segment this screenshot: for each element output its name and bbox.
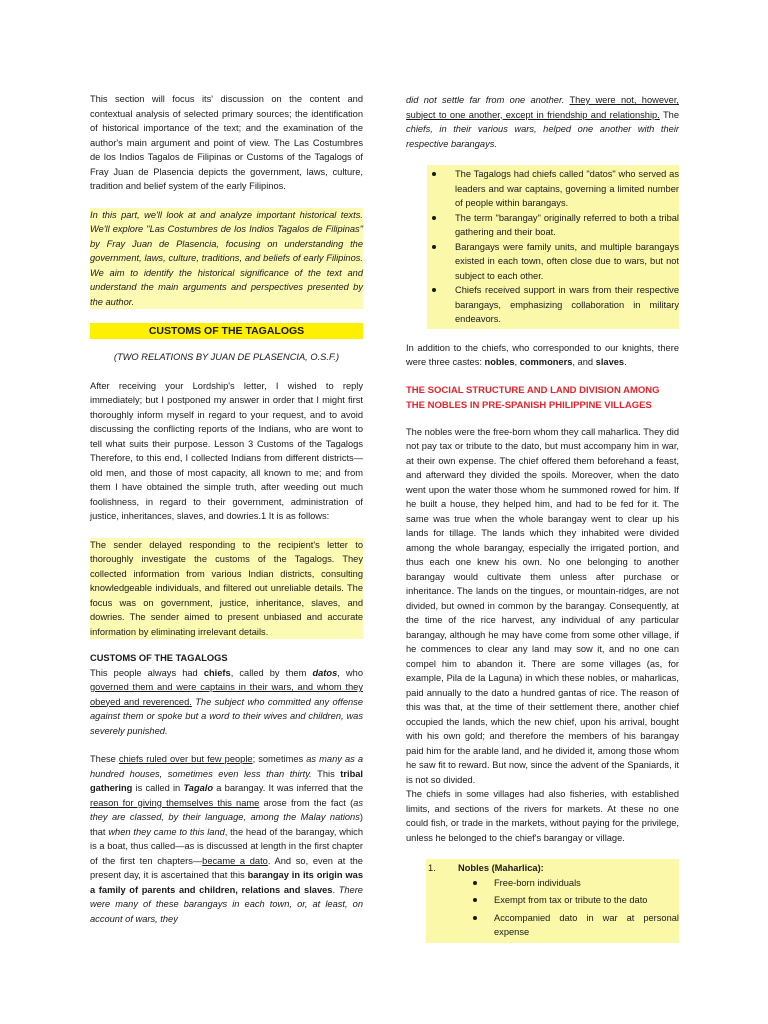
list-item: The term "barangay" originally referred to both a tribal gathering and their boat. [427,211,679,240]
nobles-paragraph: The nobles were the free-born whom they call maharlica. They did not pay tax or tribute to the dato, but must accompany him in war, at their own expense. The chief offered them beforehand a feast, and afterward they divided the spoils. Moreover, when the dato went upon the water those whom he summoned rowed for him. If he built a house, they helped him, and had to be fed for it. The same was true when the whole barangay went to clear up his lands for tillage. The lands which they inhabited were divided among the whole barangay, especially the irrigated portion, and thus each one knew his own. No one belonging to another barangay would cultivate them unless after purchase or inheritance. The lands on the tingues, or mountain-ridges, are not divided, but owned in common by the barangay. Consequently, at the time of the rice harvest, any individual of any particular barangay, although he may have come from some other village, if he commences to clear any land may sow it, and no one can compel him to abandon it. There are some villages (as, for example, Pila de la Laguna) in which these nobles, or maharlicas, paid annually to the dato a hundred gantas of rice. The reason of this was that, at the time of their settlement there, another chief occupied the lands, which the new chief, upon his arrival, bought with his own gold; and therefore the members of his barangay paid him for the arable land, and he divided it, among those whom he saw fit to reward. But now, since the advent of the Spaniards, it is not so divided. [406,426,679,785]
letter-paragraph: After receiving your Lordship's letter, I wished to reply immediately; but I postponed my answer in order that I might first thoroughly inform myself in regard to your request, and to avoid discussing the conflicting reports of the Indians, who are wont to tell what suits their purpose. Lesson 3 Customs of the Tagalogs Therefore, to this end, I collected Indians from different districts—old men, and those of most capacity, all known to me; and from them I have obtained the simple truth, after weeding out much foolishness, in regard to their government, administration of justice, inheritances, slaves, and dowries.1 It is as follows: [90,380,363,521]
fisheries-paragraph: The chiefs in some villages had also fisheries, with established limits, and sections of the rivers for markets. At these no one could fish, or trade in the markets, without paying for the privilege, unless he belonged to the chief's barangay or village. [406,789,679,843]
list-item: The Tagalogs had chiefs called "datos" who served as leaders and war captains, governing a limited number of people within barangays. [427,167,679,211]
nobles-sub-list [468,876,679,940]
right-column [406,93,679,943]
numbered-list-item [426,861,679,876]
list-title: Nobles (Maharlica): [458,863,544,873]
section-subtitle: (TWO RELATIONS BY JUAN DE PLASENCIA, O.S.F.) [113,352,340,362]
list-item: Exempt from tax or tribute to the dato [468,893,679,908]
customs-heading: CUSTOMS OF THE TAGALOGS [90,653,228,663]
nobles-summary-box [426,859,679,943]
summary-highlight-2: The sender delayed responding to the recipient's letter to thoroughly investigate the customs of the Tagalogs. They collected information from various Indian districts, consulting knowledgeable individuals, and filtered out unreliable details. The focus was on government, justice, inheritance, slaves, and dowries. The sender aimed to present unbiased and accurate information by eliminating irrelevant details. [90,538,363,640]
list-item: Accompanied dato in war at personal expense [468,911,679,940]
summary-bullet-list [427,167,679,327]
intro-paragraph: This section will focus its' discussion on the content and contextual analysis of selected primary sources; the identification of historical importance of the text; and the examination of the author's main argument and point of view. The Las Costumbres de los Indios Tagalos de Filipinas or Customs of the Tagalogs of Fray Juan de Plasencia depicts the government, laws, culture, tradition and belief system of the early Filipinos. [90,94,363,191]
barangay-paragraph: These chiefs ruled over but few people; sometimes as many as a hundred houses, sometimes even less than thirty. This tribal gathering is called in Tagalo a barangay. It was inferred that the reason for giving themselves this name arose from the fact (as they are classed, by their language, among the Malay nations) that when they came to this land, the head of the barangay, which is a boat, thus called—as is discussed at length in the first chapter of the first ten chapters—became a dato. And so, even at the present day, it is ascertained that this barangay in its origin was a family of parents and children, relations and slaves. There were many of these barangays in each town, or, at least, on account of wars, they [90,754,364,924]
summary-highlight-1: In this part, we'll look at and analyze important historical texts. We'll explore "Las Costumbres de los Indios Tagalos de Filipinas" by Fray Juan de Plasencia, focusing on understanding the government, laws, culture, traditions, and beliefs of early Filipinos. We aim to identify the historical significance of the text and understand the main arguments and perspectives presented by the author. [90,208,363,310]
section-title: CUSTOMS OF THE TAGALOGS [90,323,363,339]
list-item: Free-born individuals [468,876,679,891]
continued-paragraph: did not settle far from one another. They were not, however, subject to one another, except in friendship and relationship. The chiefs, in their various wars, helped one another with their respective barangays. [406,95,679,149]
red-section-heading: THE SOCIAL STRUCTURE AND LAND DIVISION AMONG THE NOBLES IN PRE-SPANISH PHILIPPINE VILLAGES [406,384,660,411]
castes-paragraph: In addition to the chiefs, who corresponded to our knights, there were three castes: nobles, commoners, and slaves. [406,342,679,367]
list-item: Chiefs received support in wars from their respective barangays, emphasizing collaboration in military endeavors. [427,283,679,327]
chiefs-paragraph: This people always had chiefs, called by them datos, who governed them and were captains in their wars, and whom they obeyed and reverenced. The subject who committed any offense against them or spoke but a word to their wives and children, was severely punished. [90,667,363,736]
list-number: 1. [428,863,436,873]
left-column [90,92,363,926]
list-item: Barangays were family units, and multiple barangays existed in each town, often close due to wars, but not subject to each other. [427,240,679,284]
summary-bullet-box [427,165,679,329]
